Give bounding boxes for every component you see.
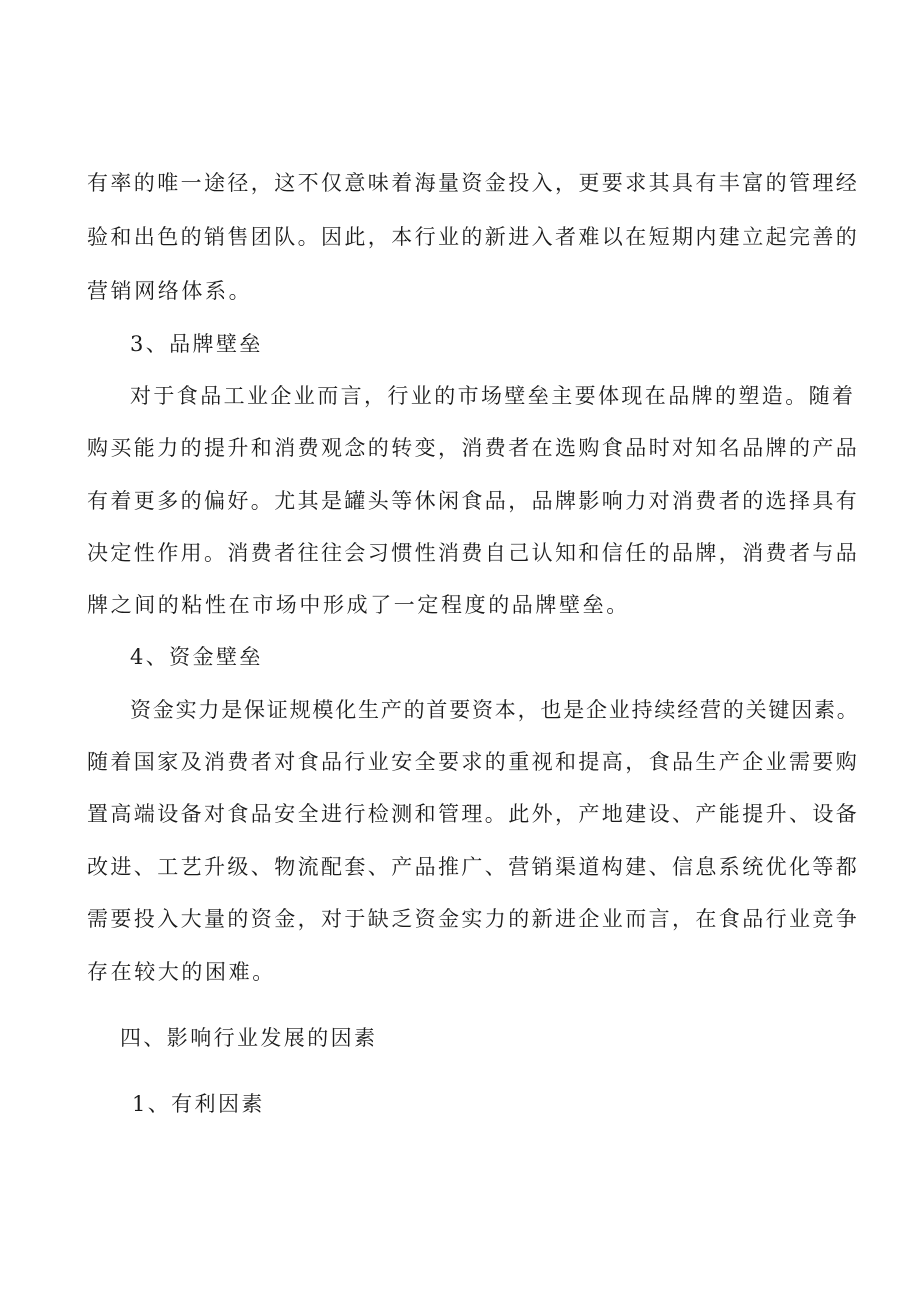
paragraph-line: 营销网络体系。	[87, 279, 253, 303]
paragraph-line: 置高端设备对食品安全进行检测和管理。此外，产地建设、产能提升、设备	[87, 802, 860, 826]
paragraph-line: 需要投入大量的资金，对于缺乏资金实力的新进企业而言，在食品行业竞争	[87, 907, 860, 931]
paragraph-line: 牌之间的粘性在市场中形成了一定程度的品牌壁垒。	[87, 593, 630, 617]
paragraph-line: 有着更多的偏好。尤其是罐头等休闲食品，品牌影响力对消费者的选择具有	[87, 489, 860, 513]
paragraph-line: 对于食品工业企业而言，行业的市场壁垒主要体现在品牌的塑造。随着	[130, 384, 856, 408]
paragraph-line: 验和出色的销售团队。因此，本行业的新进入者难以在短期内建立起完善的	[87, 225, 860, 249]
chapter-heading: 四、影响行业发展的因素	[120, 1026, 378, 1050]
subsection-heading: 1、有利因素	[132, 1092, 265, 1116]
paragraph-line: 资金实力是保证规模化生产的首要资本，也是企业持续经营的关键因素。	[130, 698, 860, 722]
paragraph-line: 存在较大的困难。	[87, 960, 276, 984]
paragraph-line: 改进、工艺升级、物流配套、产品推广、营销渠道构建、信息系统优化等都	[87, 855, 860, 879]
paragraph-line: 决定性作用。消费者往往会习惯性消费自己认知和信任的品牌，消费者与品	[87, 541, 860, 565]
paragraph-line: 有率的唯一途径，这不仅意味着海量资金投入，更要求其具有丰富的管理经	[87, 171, 860, 195]
paragraph-line: 随着国家及消费者对食品行业安全要求的重视和提高，食品生产企业需要购	[87, 750, 860, 774]
section-heading-brand: 3、品牌壁垒	[130, 332, 263, 356]
paragraph-line: 购买能力的提升和消费观念的转变，消费者在选购食品时对知名品牌的产品	[87, 436, 860, 460]
section-heading-capital: 4、资金壁垒	[130, 645, 263, 669]
